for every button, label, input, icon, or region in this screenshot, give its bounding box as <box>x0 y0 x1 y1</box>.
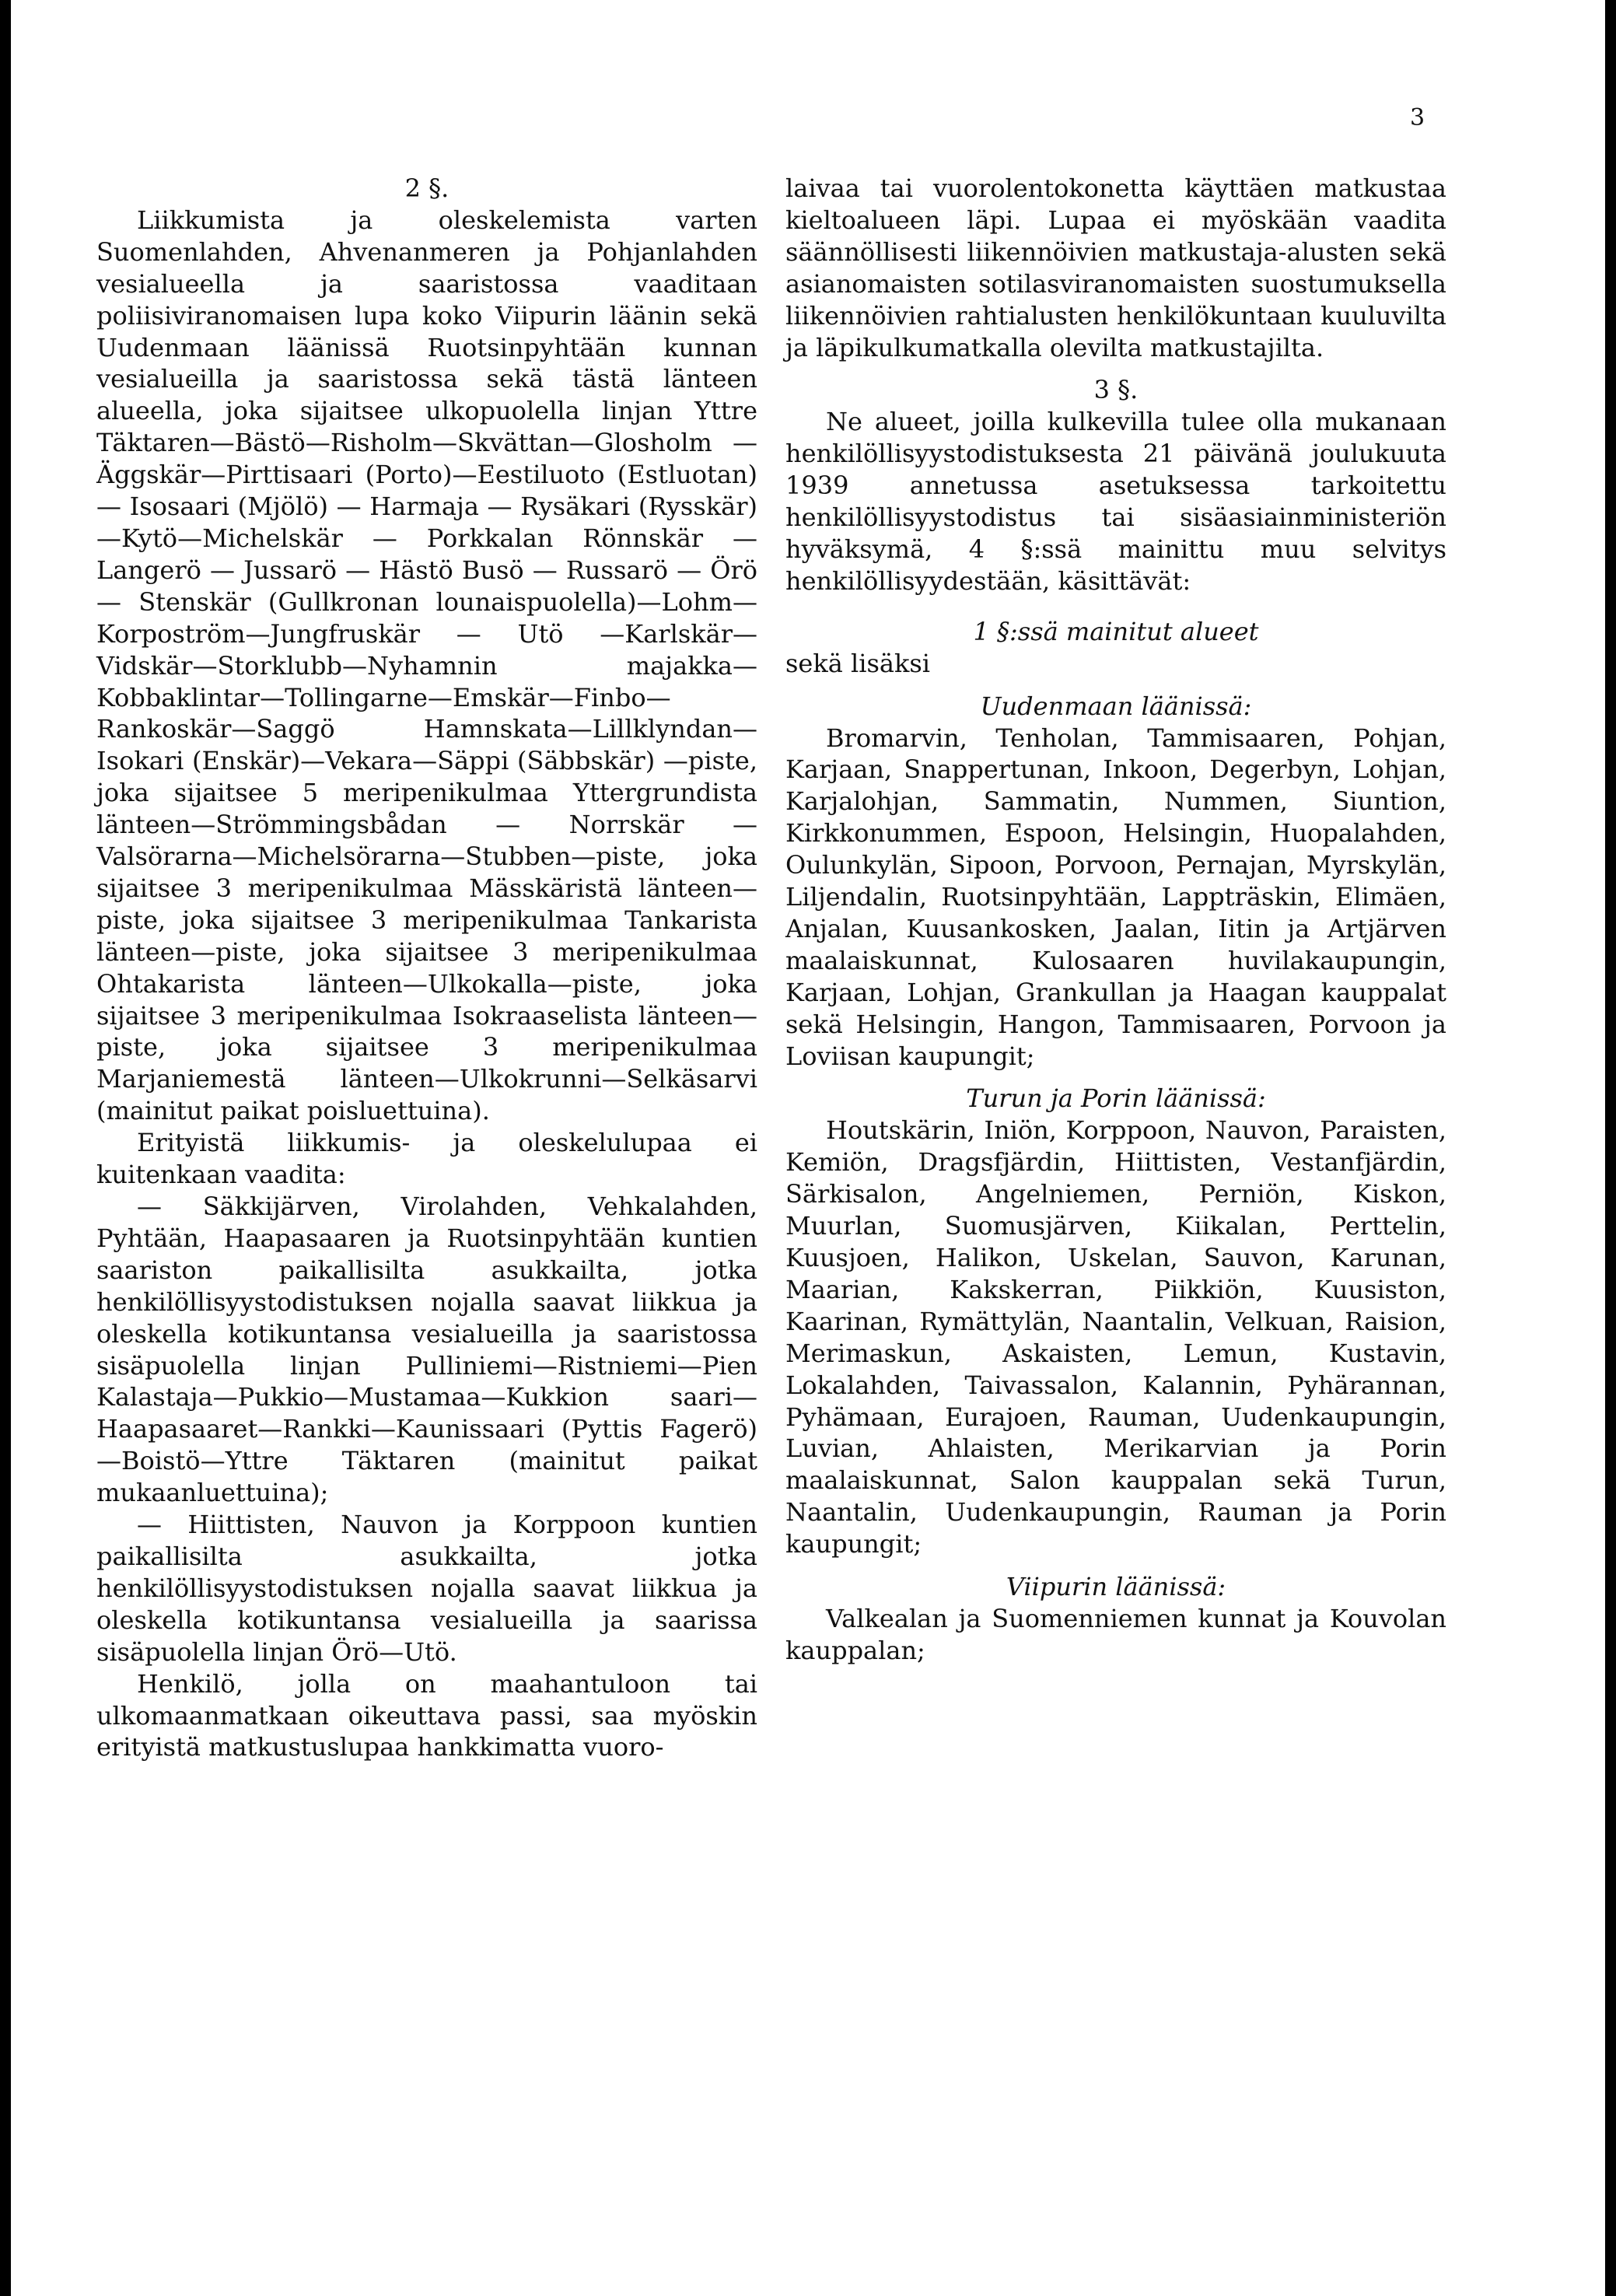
paragraph: Liikkumista ja oleskelemista varten Suomenlahden, Ahvenanmeren ja Pohjanlahden vesialueella ja saaristossa vaaditaan poliisiviranomaisen lupa koko Viipurin läänin sekä Uudenmaan läänissä Ruotsinpyhtään kunnan vesialueilla ja saaristossa sekä tästä länteen alueella, joka sijaitsee ulkopuolella linjan Yttre Täktaren—Bästö—Risholm—Skvättan—Glosholm — Äggskär—Pirttisaari (Porto)—Eestiluoto (Estluotan) — Isosaari (Mjölö) — Harmaja — Rysäkari (Rysskär)—Kytö—Michelskär — Porkkalan Rönnskär — Langerö — Jussarö — Hästö Busö — Russarö — Örö — Stenskär (Gullkronan lounaispuolella)—Lohm—Korpoström—Jungfruskär — Utö —Karlskär—Vidskär—Storklubb—Nyhamnin majakka—Kobbaklintar—Tollingarne—Emskär—Finbo—Rankoskär—Saggö Hamnskata—Lillklyndan—Isokari (Enskär)—Vekara—Säppi (Säbbskär) —piste, joka sijaitsee 5 meripenikulmaa Yttergrundista länteen—Strömmingsbådan — Norrskär — Valsörarna—Michelsörarna—Stubben—piste, joka sijaitsee 3 meripenikulmaa Mässkäristä länteen—piste, joka sijaitsee 3 meripenikulmaa Tankarista länteen—piste, joka sijaitsee 3 meripenikulmaa Ohtakarista länteen—Ulkokalla—piste, joka sijaitsee 3 meripenikulmaa Isokraaselista länteen—piste, joka sijaitsee 3 meripenikulmaa Marjaniemestä länteen—Ulkokrunni—Selkäsarvi (mainitut paikat poisluettuina). <box>96 205 757 1126</box>
region-heading: Uudenmaan läänissä: <box>980 691 1252 721</box>
paragraph: Henkilö, jolla on maahantuloon tai ulkomaanmatkaan oikeuttava passi, saa myöskin erityistä matkustuslupaa hankkimatta vuoro- <box>96 1668 757 1762</box>
paragraph: Houtskärin, Iniön, Korppoon, Nauvon, Paraisten, Kemiön, Dragsfjärdin, Hiittisten, Vestanfjärdin, Särkisalon, Angelniemen, Perniön, Kiskon, Muurlan, Suomusjärven, Kiikalan, Perttelin, Kuusjoen, Halikon, Uskelan, Sauvon, Karunan, Maarian, Kakskerran, Piikkiön, Kuusiston, Kaarinan, Rymättylän, Naantalin, Velkuan, Raision, Merimaskun, Askaisten, Lemun, Kustavin, Lokalahden, Taivassalon, Kalannin, Pyhärannan, Pyhämaan, Eurajoen, Rauman, Uudenkaupungin, Luvian, Ahlaisten, Merikarvian ja Porin maalaiskunnat, Salon kauppalan sekä Turun, Naantalin, Uudenkaupungin, Rauman ja Porin kaupungit; <box>785 1115 1446 1559</box>
region-heading: Turun ja Porin läänissä: <box>966 1083 1266 1114</box>
paragraph: Erityistä liikkumis- ja oleskelulupaa ei kuitenkaan vaadita: <box>96 1128 757 1190</box>
paragraph: sekä lisäksi <box>785 648 931 678</box>
scan-edge-left <box>0 0 11 2296</box>
section-heading-2: 2 §. <box>404 173 449 203</box>
region-heading: Viipurin läänissä: <box>1006 1572 1226 1602</box>
paragraph: Valkealan ja Suomenniemen kunnat ja Kouvolan kauppalan; <box>785 1603 1446 1665</box>
page-number: 3 <box>1410 104 1425 131</box>
right-column <box>785 173 1446 1667</box>
paragraph: Bromarvin, Tenholan, Tammisaaren, Pohjan, Karjaan, Snappertunan, Inkoon, Degerbyn, Lohjan, Karjalohjan, Sammatin, Nummen, Siuntion, Kirkkonummen, Espoon, Helsingin, Huopalahden, Oulunkylän, Sipoon, Porvoon, Pernajan, Myrskylän, Liljendalin, Ruotsinpyhtään, Lappträskin, Elimäen, Anjalan, Kuusankosken, Jaalan, Iitin ja Artjärven maalaiskunnat, Kulosaaren huvilakaupungin, Karjaan, Lohjan, Grankullan ja Haagan kauppalat sekä Helsingin, Hangon, Tammisaaren, Porvoon ja Loviisan kaupungit; <box>785 723 1446 1071</box>
paragraph: — Hiittisten, Nauvon ja Korppoon kuntien paikallisilta asukkailta, jotka henkilöllisyystodistuksen nojalla saavat liikkua ja oleskella kotikuntansa vesialueilla ja saarissa sisäpuolella linjan Örö—Utö. <box>96 1510 757 1667</box>
subheading: 1 §:ssä mainitut alueet <box>973 616 1259 646</box>
left-column <box>96 173 757 1763</box>
paragraph: Ne alueet, joilla kulkevilla tulee olla mukanaan henkilöllisyystodistuksesta 21 päivänä joulukuuta 1939 annetussa asetuksessa tarkoitettu henkilöllisyystodistus tai sisäasiainministeriön hyväksymä, 4 §:ssä mainittu muu selvitys henkilöllisyydestään, käsittävät: <box>785 407 1446 596</box>
section-heading-3: 3 §. <box>1093 375 1139 405</box>
paragraph-continuation: laivaa tai vuorolentokonetta käyttäen matkustaa kieltoalueen läpi. Lupaa ei myöskään vaadita säännöllisesti liikennöivien matkustaja-alusten sekä asianomaisten sotilasviranomaisten suostumuksella liikennöivien rahtialusten henkilökuntaan kuuluvilta ja läpikulkumatkalla olevilta matkustajilta. <box>785 173 1446 362</box>
paragraph: — Säkkijärven, Virolahden, Vehkalahden, Pyhtään, Haapasaaren ja Ruotsinpyhtään kuntien saariston paikallisilta asukkailta, jotka henkilöllisyystodistuksen nojalla saavat liikkua ja oleskella kotikuntansa vesialueilla ja saaristossa sisäpuolella linjan Pulliniemi—Ristniemi—Pien Kalastaja—Pukkio—Mustamaa—Kukkion saari—Haapasaaret—Rankki—Kaunissaari (Pyttis Fagerö)—Boistö—Yttre Täktaren (mainitut paikat mukaanluettuina); <box>96 1192 757 1508</box>
scan-edge-right <box>1605 0 1616 2296</box>
